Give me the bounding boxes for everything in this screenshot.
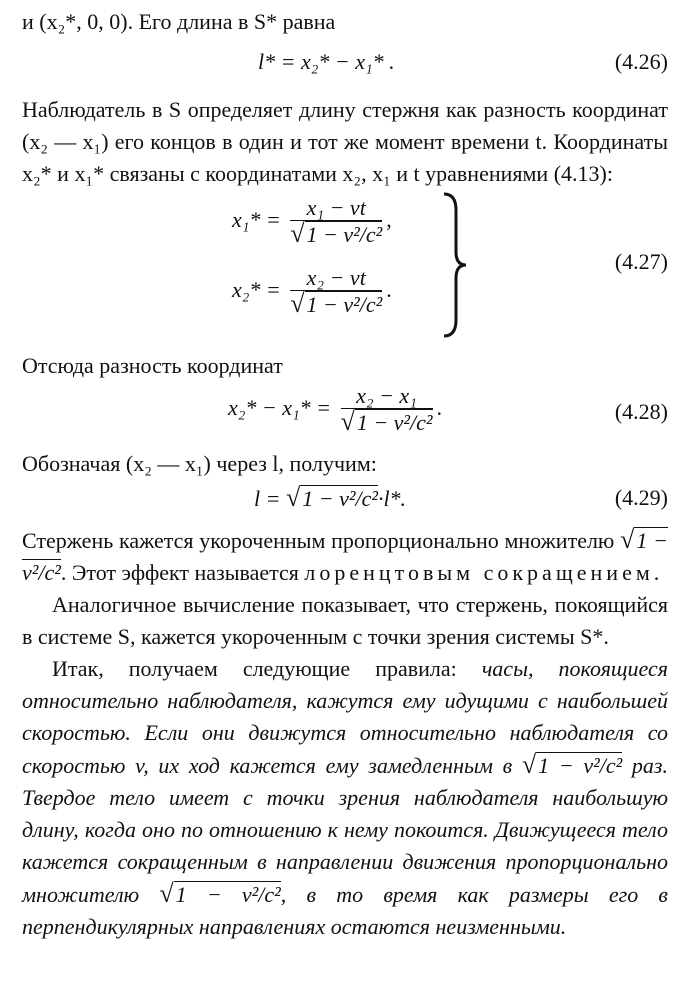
text-line-0: и (x₂*, 0, 0). Его длина в S* равна: [22, 9, 336, 34]
paragraph-5: Аналогичное вычисление показывает, что стержень, покоящийся в системе S, кажется укороченным с точки зрения системы S*.: [22, 592, 668, 649]
sqrt-body: 1 − v²/c²: [356, 410, 433, 435]
fraction-4-27-b-numerator: x₂ − vt: [290, 266, 382, 291]
equation-4-26: [22, 38, 668, 94]
fraction-4-27-a-numerator: x₁ − vt: [290, 196, 382, 221]
sqrt-sign: √: [290, 219, 305, 248]
p6-text-c: раз. Твердое тело имеет с точки зрения наблюдателя наибольшую длину, когда оно по отношению к нему покоится. Движущееся тело кажется сокращенным в направлении движения пропорционально множителю: [22, 753, 668, 907]
eq-4-28-lhs: x₂* − x₁* =: [228, 395, 337, 421]
equation-4-26-body: l* = x₂* − x₁* .: [258, 49, 395, 74]
fraction-4-28: [341, 384, 433, 436]
p4-text-b: . Этот эффект называется: [60, 560, 305, 585]
sqrt-sign: √: [285, 483, 301, 512]
equation-number-4-29: (4.29): [614, 485, 668, 510]
page: [22, 6, 668, 943]
p4-text-a: Стержень кажется укороченным пропорционально множителю: [22, 528, 621, 553]
sqrt-body: 1 − v²/c²: [302, 486, 378, 511]
sqrt-sign: √: [620, 525, 635, 554]
eq-4-27-a-lhs: x₁* =: [232, 207, 287, 233]
equation-4-28: [22, 382, 668, 448]
sqrt-sign: √: [290, 289, 305, 318]
sqrt-body: 1 − v²/c²: [22, 528, 668, 585]
sqrt-body: 1 − v²/c²: [306, 292, 383, 317]
p6-text-b: часы, покоящиеся относительно наблюдателя, кажутся ему идущими с наибольшей скоростью. Если они движутся относительно наблюдателя со скоростью v, их ход кажется ему замедленным в: [22, 656, 668, 778]
fraction-4-27-b: [290, 266, 382, 318]
sqrt-body: 1 − v²/c²: [175, 882, 281, 907]
paragraph-3: Обозначая (x₂ — x₁) через l, получим:: [22, 451, 377, 476]
equation-system-4-27: [22, 190, 668, 350]
fraction-4-28-denominator: [341, 409, 433, 436]
equation-4-27-line-1: x₁* = $\frac{\text{x₁ − vt}}{\text{√1 − v²/c²}}$ ,: [232, 195, 392, 248]
eq-4-29-rhs: ·l*.: [377, 486, 407, 511]
equation-number-4-27: (4.27): [614, 249, 668, 274]
fraction-4-27-b-denominator: [290, 291, 382, 318]
sqrt-sign: √: [340, 407, 355, 436]
sqrt-body: 1 − v²/c²: [306, 222, 383, 247]
p6-text-d: , в то время как размеры его в перпендикулярных направлениях остаются неизменными.: [22, 882, 668, 939]
sqrt-sign: √: [159, 879, 174, 908]
paragraph-2: Отсюда разность координат: [22, 353, 283, 378]
equation-4-29-body: [254, 482, 406, 515]
fraction-4-28-numerator: x₂ − x₁: [341, 384, 433, 409]
eq-4-27-b-lhs: x₂* =: [232, 277, 287, 303]
sqrt-body: 1 − v²/c²: [538, 753, 623, 778]
equation-number-4-26: (4.26): [614, 49, 668, 74]
right-brace: [440, 190, 470, 340]
p4-text-d: .: [653, 560, 660, 585]
fraction-4-27-a: [290, 196, 382, 248]
fraction-4-27-a-denominator: [290, 221, 382, 248]
term-lorentz-contraction: лоренцтовым сокращением: [304, 560, 654, 585]
p6-text-a: Итак, получаем следующие правила:: [52, 656, 482, 681]
paragraph-6: [22, 653, 668, 943]
equation-4-27-line-2: x₂* = $\frac{\text{x₂ − vt}}{\text{√1 − v²/c²}}$ .: [232, 265, 392, 318]
sqrt-sign: √: [521, 750, 537, 779]
equation-4-29: [22, 480, 668, 524]
equation-4-28-body: x₂* − x₁* = $\frac{\text{x₂ − x₁}}{\text{√1 − v²/c²}}$ .: [228, 383, 442, 436]
eq-4-29-lhs: l =: [254, 486, 286, 511]
paragraph-4: [22, 524, 668, 589]
equation-number-4-28: (4.28): [614, 399, 668, 424]
paragraph-1: Наблюдатель в S определяет длину стержня как разность координат (x₂ — x₁) его концов в один и тот же момент времени t. Координаты x₂* и x₁* связаны с координатами x₂, x₁ и t уравнениями (4.13):: [22, 97, 668, 186]
